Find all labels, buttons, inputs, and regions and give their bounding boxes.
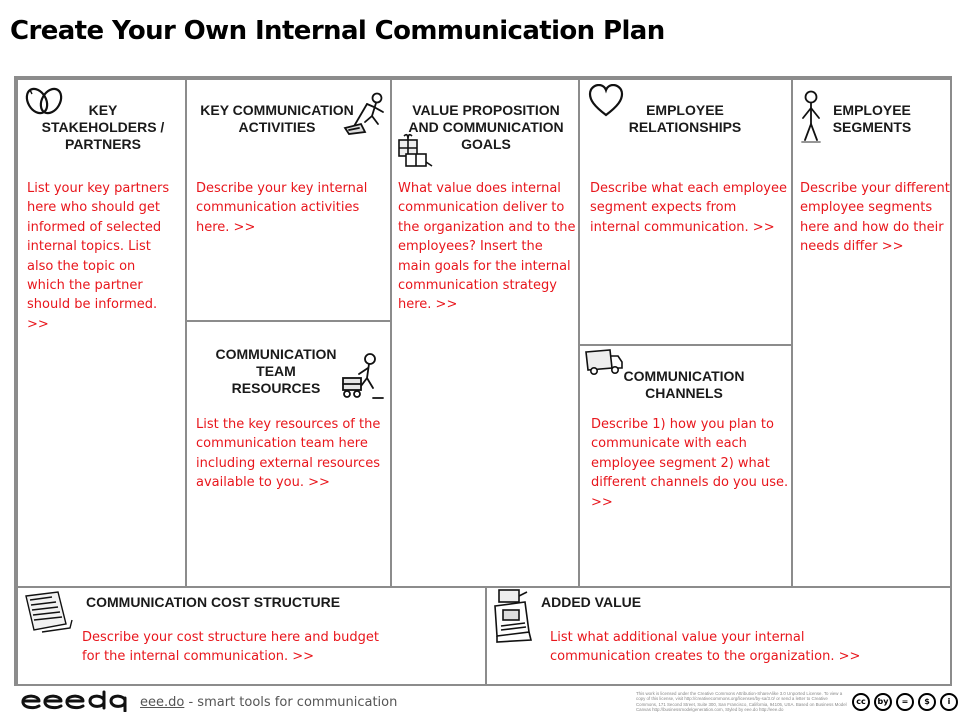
cash-register-icon: [491, 588, 535, 646]
cell-heading: VALUE PROPOSITION AND COMMUNICATION GOALS: [408, 102, 564, 152]
worker-with-cart-icon: [339, 352, 385, 400]
cell-heading: COMMUNICATION CHANNELS: [623, 368, 745, 401]
cell-description: List what additional value your internal communication creates to the organization. >>: [550, 630, 861, 665]
cell-description: Describe your key internal communication activities here. >>: [196, 181, 368, 235]
cell-team-resources[interactable]: [185, 320, 392, 588]
cell-employee-segments[interactable]: [791, 78, 952, 588]
communication-canvas: [14, 76, 952, 686]
cell-key-stakeholders[interactable]: [16, 78, 187, 588]
footer-tagline-text: - smart tools for communication: [184, 695, 398, 710]
cell-description: What value does internal communication deliver to the organization and to the employees? Insert the main goals for the internal communication strategy here. >>: [398, 181, 576, 313]
cell-heading: COMMUNICATION TEAM RESOURCES: [215, 346, 337, 396]
cell-description: Describe 1) how you plan to communicate with each employee segment 2) what different channels do you use. >>: [591, 417, 789, 510]
cell-key-activities[interactable]: [185, 78, 392, 322]
cell-added-value[interactable]: [485, 586, 952, 686]
footer-tagline: [140, 695, 397, 710]
cell-heading: EMPLOYEE SEGMENTS: [832, 102, 912, 135]
cell-employee-relationships[interactable]: [578, 78, 793, 346]
cell-heading: KEY COMMUNICATION ACTIVITIES: [200, 102, 354, 135]
cell-value-proposition[interactable]: [390, 78, 580, 588]
eee-do-link[interactable]: eee.do: [140, 695, 185, 710]
cell-communication-channels[interactable]: [578, 344, 793, 588]
page-title: Create Your Own Internal Communication Plan: [10, 16, 665, 46]
license-text: This work is licensed under the Creative Commons Attribution-ShareAlike 3.0 Unported License. To view a copy of this license, visit http://creativecommons.org/licenses/by-sa/3.0/ or send a letter to Creative Commons, 171 Second Street, Suite 300, San Francisco, California, 94105, USA. Based on Business Model Canvas http://businessmodelgeneration.com, Styled by eee.do http://eee.do: [636, 691, 847, 713]
cc-license-badges[interactable]: [852, 693, 958, 711]
cell-description: Describe what each employee segment expects from internal communication. >>: [590, 181, 787, 235]
document-pages-icon: [22, 590, 74, 634]
cell-heading: EMPLOYEE RELATIONSHIPS: [628, 102, 742, 135]
cell-heading: ADDED VALUE: [541, 594, 642, 610]
cc-icon: cc: [852, 693, 870, 711]
cell-description: List your key partners here who should get informed of selected internal topics. List also the topic on which the partner should be informed. >>: [27, 181, 170, 332]
cell-heading: COMMUNICATION COST STRUCTURE: [86, 594, 341, 610]
cc-info-icon: i: [940, 693, 958, 711]
cc-by-icon: by: [874, 693, 892, 711]
cell-description: List the key resources of the communication team here including external resources available to you. >>: [196, 417, 381, 491]
cc-nd-icon: =: [896, 693, 914, 711]
cell-description: Describe your different employee segments here and how do their needs differ >>: [800, 181, 950, 255]
cell-heading: KEY STAKEHOLDERS / PARTNERS: [41, 102, 165, 152]
cc-nc-icon: $: [918, 693, 936, 711]
cell-description: Describe your cost structure here and budget for the internal communication. >>: [82, 630, 379, 665]
cell-cost-structure[interactable]: [16, 586, 487, 686]
eeedq-logo: [20, 690, 128, 712]
